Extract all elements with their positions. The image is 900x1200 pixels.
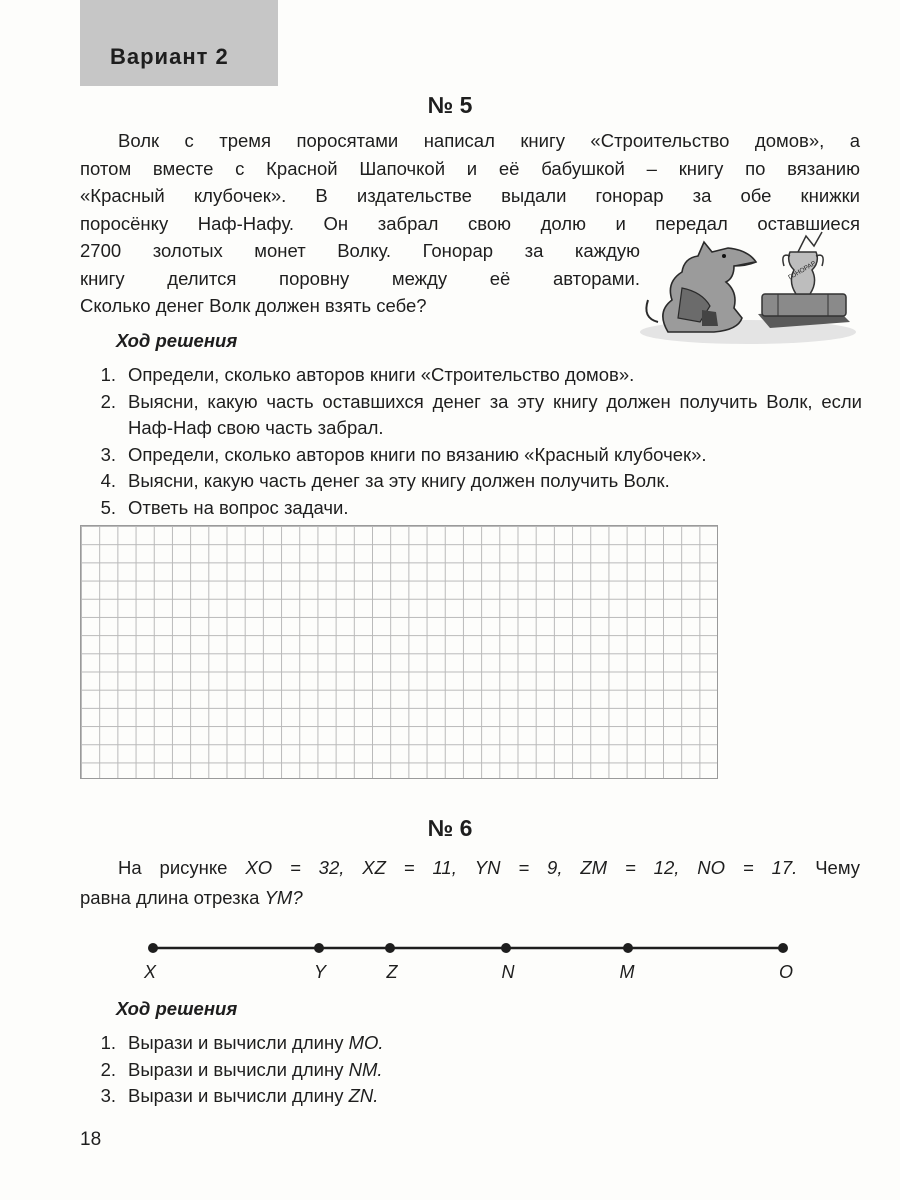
variant-label [80, 0, 278, 86]
list-item [80, 468, 870, 495]
step-text: Определи, сколько авторов книги по вязанию «Красный клубочек». [128, 443, 707, 465]
step-target: NM. [348, 1058, 383, 1080]
step-text-main: Вырази и вычисли длину [128, 1058, 344, 1080]
task-6-steps [80, 1030, 870, 1110]
task-6-number: № 6 [427, 815, 473, 841]
condition: XO = 32, [245, 857, 345, 878]
point-n [501, 943, 511, 953]
question-end: равна длина отрезка [80, 887, 260, 908]
point-y [314, 943, 324, 953]
segment-figure [120, 930, 800, 990]
step-text-main: Вырази и вычисли длину [128, 1085, 344, 1106]
step-target: MO. [348, 1032, 384, 1053]
task-5-number: № 5 [427, 92, 473, 118]
problem-intro: На рисунке [118, 857, 228, 878]
task-6-solution-heading: Ход решения [116, 998, 238, 1019]
step-number: 1. [100, 1032, 116, 1053]
point-label-x: X [143, 962, 157, 982]
problem-line: «Красный клубочек». В издательстве выдали гонорар за обе книжки [80, 185, 860, 206]
step-number: 1. [100, 364, 116, 385]
list-item [80, 442, 870, 469]
point-x [148, 943, 158, 953]
problem-line: Сколько денег Волк должен взять себе? [80, 295, 427, 316]
step-text: Определи, сколько авторов книги «Строительство домов». [128, 364, 635, 385]
point-label-o: O [778, 962, 794, 982]
step-number: 2. [100, 390, 116, 412]
list-item [80, 1030, 870, 1057]
problem-line [80, 883, 860, 913]
problem-line: Волк с тремя поросятами написал книгу «Строительство домов», а [118, 130, 860, 151]
wolf-illustration [638, 222, 860, 346]
list-item [80, 389, 870, 442]
answer-grid[interactable] [80, 525, 718, 779]
step-text: Выясни, какую часть оставшихся денег за эту книгу должен получить Волк, если Наф-Наф свою часть забрал. [128, 390, 862, 438]
step-text-main: Вырази и вычисли длину [128, 1032, 344, 1053]
question-target: YM? [264, 887, 303, 908]
task-6-problem-text [80, 853, 860, 913]
step-number: 4. [100, 470, 116, 491]
problem-line: поросёнку Наф-Нафу. Он забрал свою долю и передал оставшиеся [80, 212, 860, 234]
step-number: 3. [100, 443, 116, 465]
point-label-m: M [619, 962, 635, 982]
condition: NO = 17. [697, 857, 798, 878]
illustration-label: ГОНОРАР [787, 260, 818, 282]
point-m [623, 943, 633, 953]
page-number: 18 [80, 1129, 102, 1150]
step-text: Ответь на вопрос задачи. [128, 496, 349, 518]
problem-line: книгу делится поровну между её авторами. [80, 267, 640, 289]
step-text [128, 1057, 870, 1084]
problem-line: потом вместе с Красной Шапочкой и её бабушкой – книгу по вязанию [80, 157, 860, 179]
step-number: 3. [100, 1085, 116, 1106]
point-label-y: Y [313, 962, 327, 982]
step-text [128, 1030, 870, 1057]
step-text [128, 1083, 870, 1110]
point-o [778, 943, 788, 953]
task-5-steps [80, 362, 870, 521]
question-start: Чему [815, 857, 861, 878]
list-item [80, 362, 870, 389]
task-5-solution-heading: Ход решения [116, 330, 238, 351]
list-item [80, 1083, 870, 1110]
problem-line: 2700 золотых монет Волку. Гонорар за каждую [80, 240, 640, 261]
point-z [385, 943, 395, 953]
problem-line [80, 853, 860, 883]
step-target: ZN. [348, 1085, 379, 1106]
condition: YN = 9, [474, 857, 563, 878]
step-number: 5. [100, 496, 116, 518]
variant-label-text: Вариант 2 [110, 44, 229, 69]
condition: XZ = 11, [362, 857, 457, 878]
condition: ZM = 12, [580, 857, 680, 878]
list-item [80, 1057, 870, 1084]
point-label-z: Z [386, 962, 398, 982]
list-item [80, 495, 870, 522]
point-label-n: N [501, 962, 515, 982]
step-number: 2. [100, 1058, 116, 1080]
step-text: Выясни, какую часть денег за эту книгу должен получить Волк. [128, 470, 670, 491]
